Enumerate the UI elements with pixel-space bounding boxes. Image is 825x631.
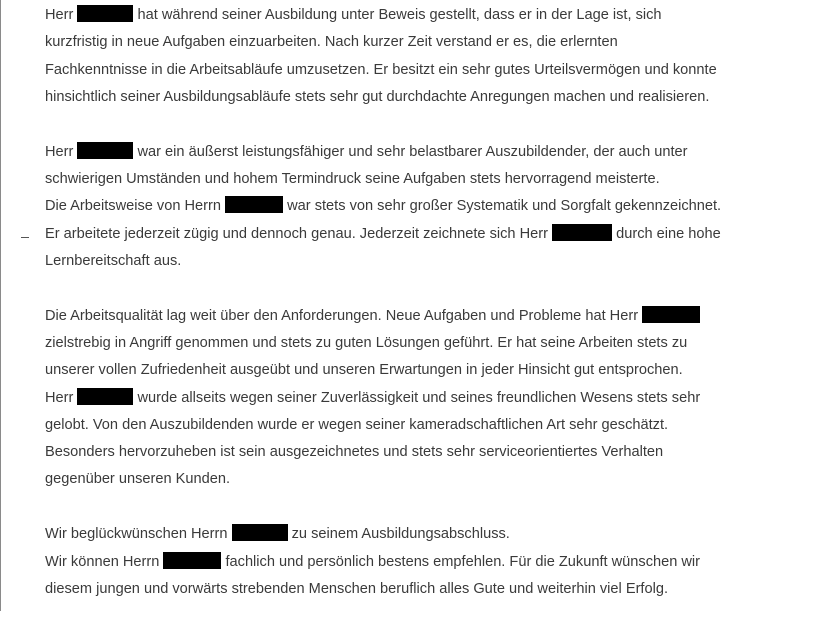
redaction-bar (232, 524, 288, 541)
page-edge (0, 0, 1, 611)
redaction-bar (77, 388, 133, 405)
paragraph-3 (45, 303, 805, 494)
text-line: Wir beglückwünschen Herrn zu seinem Ausbildungsabschluss. (45, 526, 510, 543)
text-line: kurzfristig in neue Aufgaben einzuarbeiten. Nach kurzer Zeit verstand er es, die erlernten (45, 34, 618, 51)
text-line: Er arbeitete jederzeit zügig und dennoch genau. Jederzeit zeichnete sich Herr durch eine hohe (45, 225, 721, 242)
redaction-bar (225, 196, 283, 213)
text-line: Herr wurde allseits wegen seiner Zuverlässigkeit und seines freundlichen Wesens stets sehr (45, 389, 701, 406)
text-line: Die Arbeitsweise von Herrn war stets von sehr großer Systematik und Sorgfalt gekennzeichnet. (45, 198, 722, 215)
text-line: Die Arbeitsqualität lag weit über den Anforderungen. Neue Aufgaben und Probleme hat Herr (45, 303, 805, 330)
text-line: gegenüber unseren Kunden. (45, 471, 231, 488)
text-line: Fachkenntnisse in die Arbeitsabläufe umzusetzen. Er besitzt ein sehr gutes Urteilsvermögen und konnte (45, 61, 717, 78)
paragraph-1 (45, 2, 805, 111)
redaction-bar (77, 5, 133, 22)
text-line: Herr hat während seiner Ausbildung unter Beweis gestellt, dass er in der Lage ist, sich (45, 7, 662, 23)
text-line: zielstrebig in Angriff genommen und stets zu guten Lösungen geführt. Er hat seine Arbeiten stets zu (45, 334, 688, 351)
text-line: gelobt. Von den Auszubildenden wurde er wegen seiner kameradschaftlichen Art sehr geschätzt. (45, 416, 669, 433)
redaction-bar (642, 306, 700, 323)
text-line: diesem jungen und vorwärts strebenden Menschen beruflich alles Gute und weiterhin viel Erfolg. (45, 580, 669, 597)
redaction-bar (552, 224, 612, 241)
text-line: unserer vollen Zufriedenheit ausgeübt und unseren Erwartungen in jeder Hinsicht gut entsprochen. (45, 362, 683, 379)
text-line: Besonders hervorzuheben ist sein ausgezeichnetes und stets sehr serviceorientiertes Verhalten (45, 444, 664, 461)
text-line: hinsichtlich seiner Ausbildungsabläufe stets sehr gut durchdachte Anregungen machen und realisieren. (45, 88, 710, 105)
redaction-bar (77, 142, 133, 159)
reference-letter-body (45, 2, 805, 631)
text-line: Lernbereitschaft aus. (45, 252, 182, 269)
text-line: Wir können Herrn fachlich und persönlich bestens empfehlen. Für die Zukunft wünschen wir (45, 553, 701, 570)
text-line: Herr war ein äußerst leistungsfähiger und sehr belastbarer Auszubildender, der auch unter (45, 143, 688, 160)
text-line: schwierigen Umständen und hohem Termindruck seine Aufgaben stets hervorragend meisterte. (45, 170, 660, 187)
paragraph-2 (45, 139, 805, 275)
margin-mark (21, 237, 29, 238)
paragraph-4 (45, 521, 805, 603)
redaction-bar (163, 552, 221, 569)
